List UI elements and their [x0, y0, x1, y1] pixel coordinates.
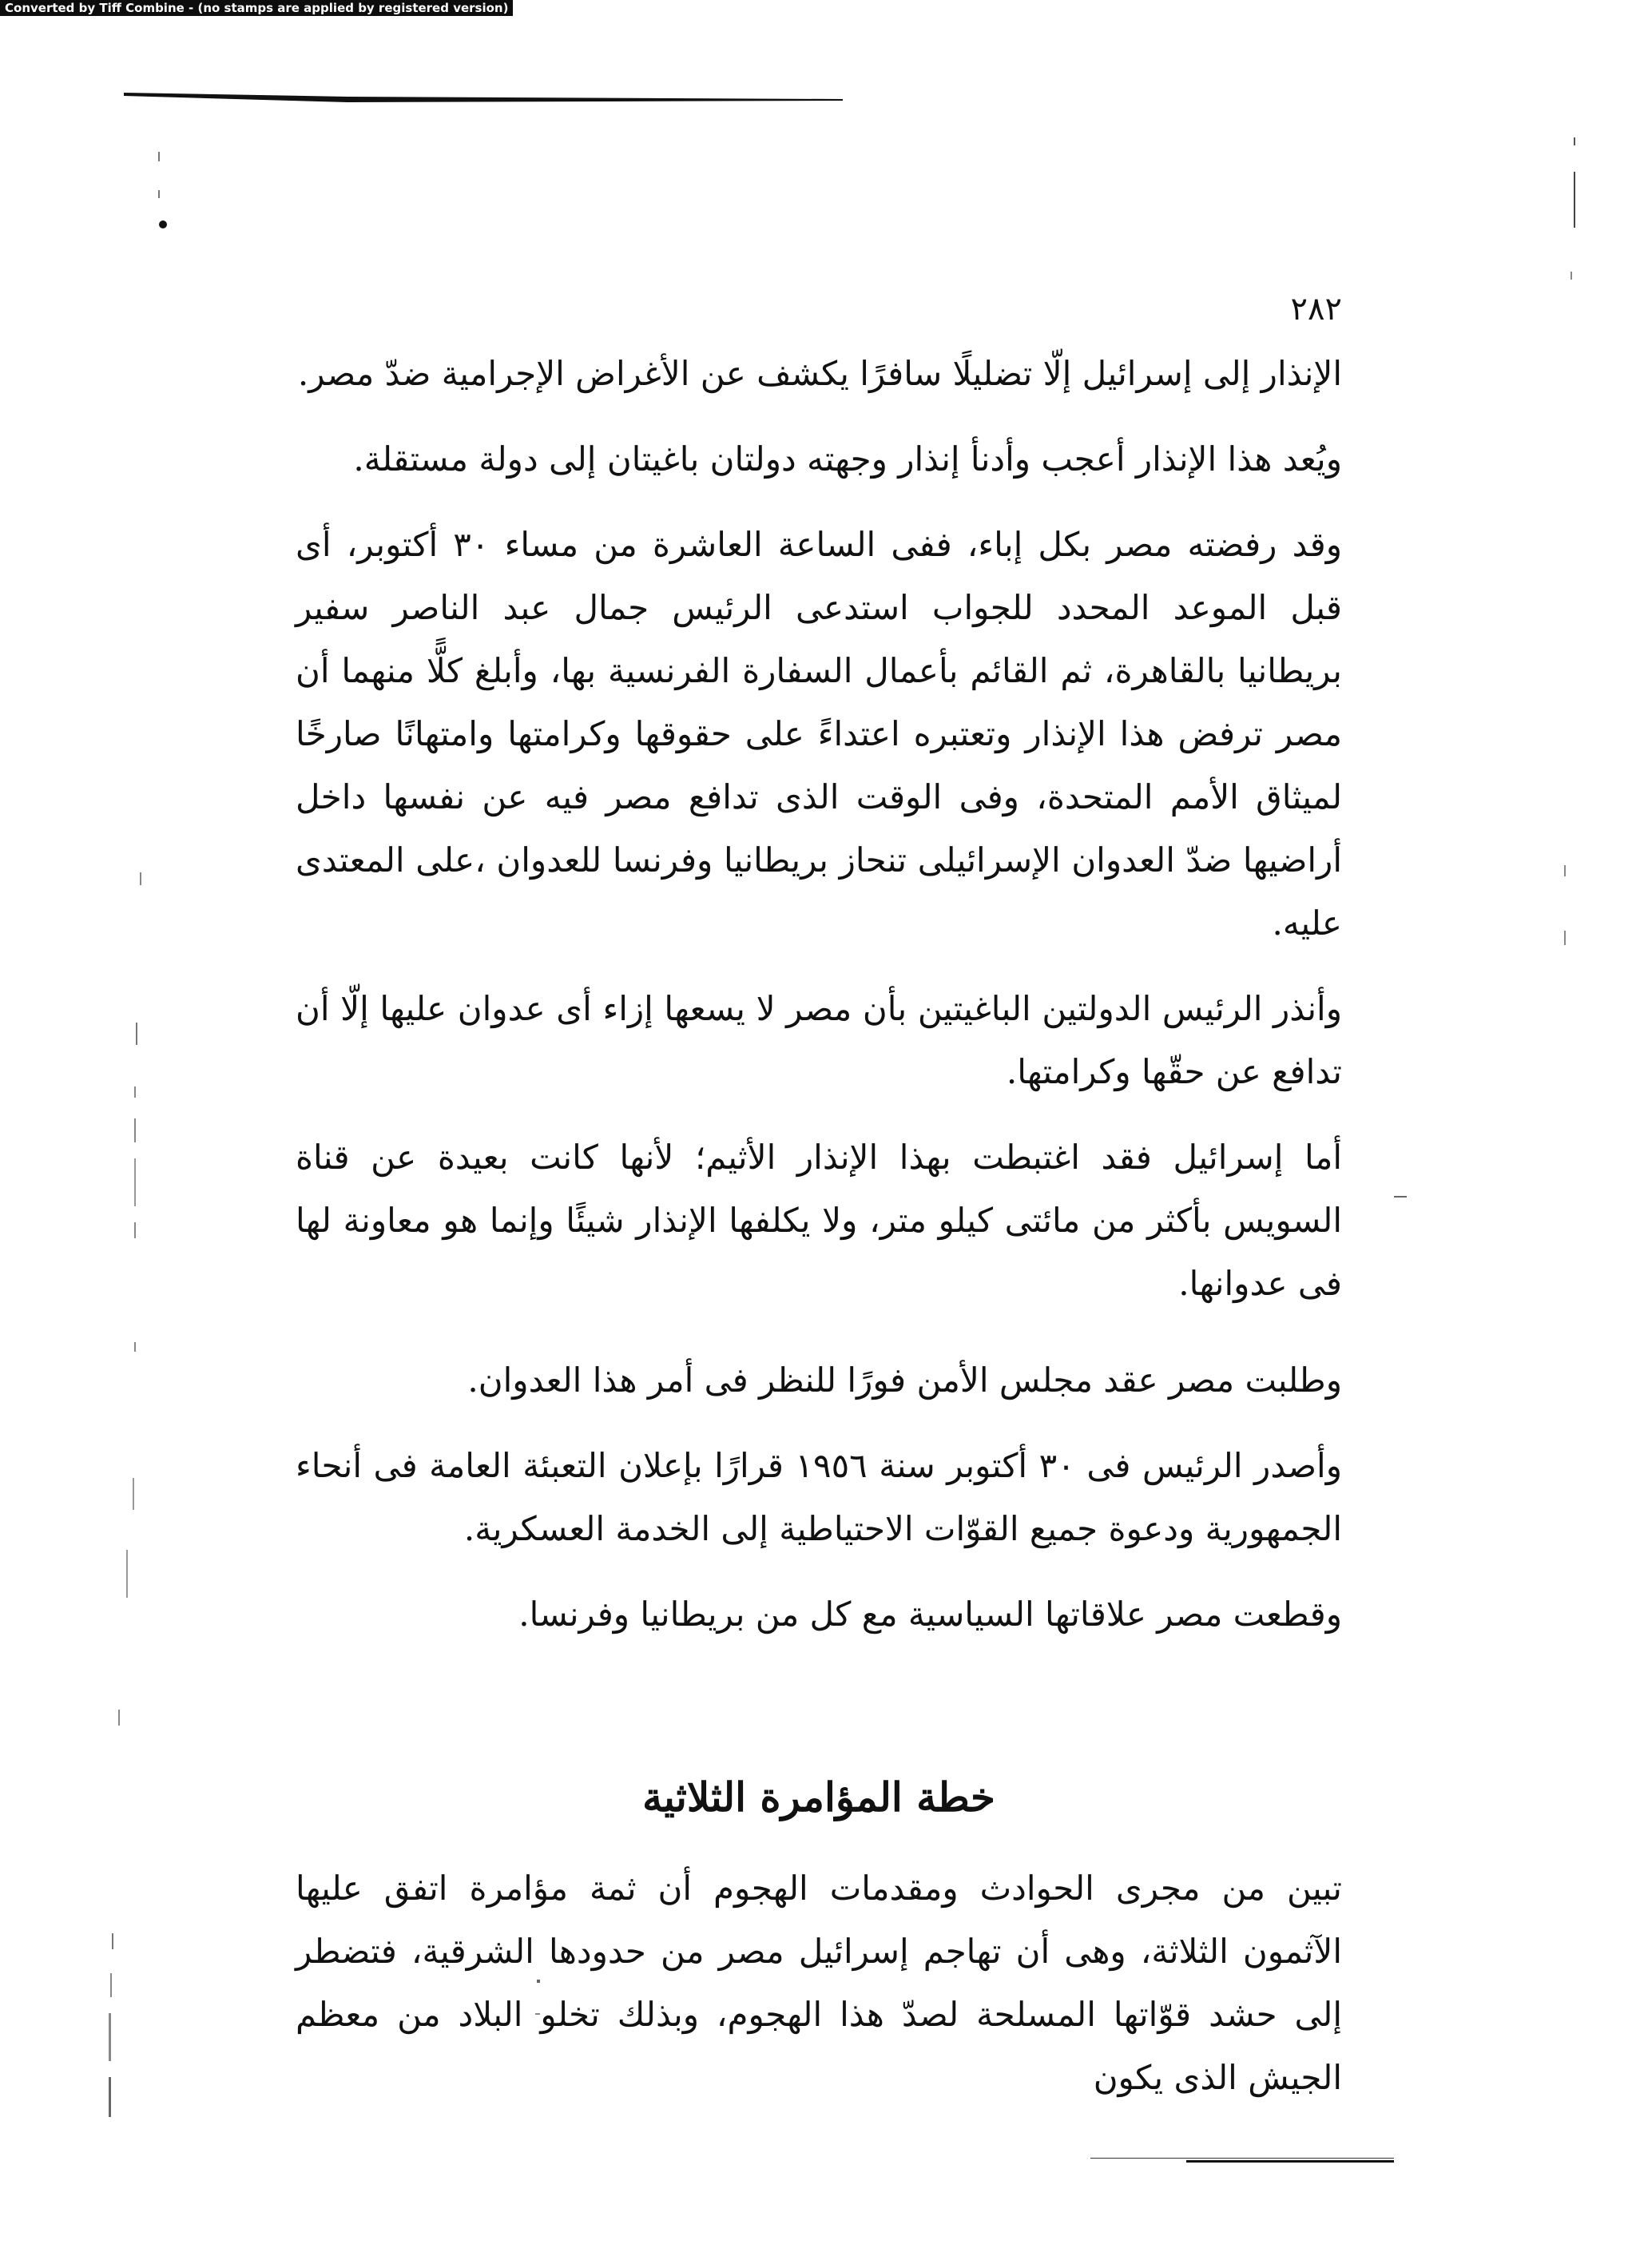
paragraph: الإنذار إلى إسرائيل إلّا تضليلًا سافرًا يكشف عن الأغراض الإجرامية ضدّ مصر.: [297, 354, 1342, 393]
paragraph: وطلبت مصر عقد مجلس الأمن فورًا للنظر فى أمر هذا العدوان.: [467, 1360, 1342, 1400]
paragraph: أما إسرائيل فقد اغتبطت بهذا الإنذار الأثيم؛ لأنها كانت بعيدة عن قناة السويس بأكثر من مائتى كيلو متر، ولا يكلفها الإنذار شيئًا وإنما هو معاونة لها فى عدوانها.: [296, 1138, 1342, 1303]
paragraph: وأصدر الرئيس فى ٣٠ أكتوبر سنة ١٩٥٦ قرارًا بإعلان التعبئة العامة فى أنحاء الجمهورية ودعوة جميع القوّات الاحتياطية إلى الخدمة العسكرية.: [296, 1446, 1342, 1548]
paragraph: ويُعد هذا الإنذار أعجب وأدنأ إنذار وجهته دولتان باغيتان إلى دولة مستقلة.: [353, 439, 1342, 479]
page-body: [296, 342, 1342, 2131]
paragraph: وقطعت مصر علاقاتها السياسية مع كل من بريطانيا وفرنسا.: [518, 1595, 1342, 1634]
section-heading: خطة المؤامرة الثلاثية: [642, 1773, 995, 1821]
paragraph: وقد رفضته مصر بكل إباء، ففى الساعة العاشرة من مساء ٣٠ أكتوبر، أى قبل الموعد المحدد للجواب استدعى الرئيس جمال عبد الناصر سفير بريطانيا بالقاهرة، ثم القائم بأعمال السفارة الفرنسية بها، وأبلغ كلًّا منهما أن مصر ترفض هذا الإنذار وتعتبره اعتداءً على حقوقها وكرامتها وامتهانًا صارخًا لميثاق الأمم المتحدة، وفى الوقت الذى تدافع مصر فيه عن نفسها داخل أراضيها ضدّ العدوان الإسرائيلى تنحاز بريطانيا وفرنسا للعدوان ،على المعتدى عليه.: [296, 525, 1343, 943]
page-number: ٢٨٢: [1290, 291, 1342, 328]
converter-banner: Converted by Tiff Combine - (no stamps are applied by registered version): [0, 0, 513, 16]
paragraph: تبين من مجرى الحوادث ومقدمات الهجوم أن ثمة مؤامرة اتفق عليها الآثمون الثلاثة، وهى أن تهاجم إسرائيل مصر من حدودها الشرقية، فتضطر إلى حشد قوّاتها المسلحة لصدّ هذا الهجوم، وبذلك تخلو البلاد من معظم الجيش الذى يكون: [296, 1869, 1342, 2097]
paragraph: وأنذر الرئيس الدولتين الباغيتين بأن مصر لا يسعها إزاء أى عدوان عليها إلّا أن تدافع عن حقّها وكرامتها.: [296, 989, 1342, 1091]
